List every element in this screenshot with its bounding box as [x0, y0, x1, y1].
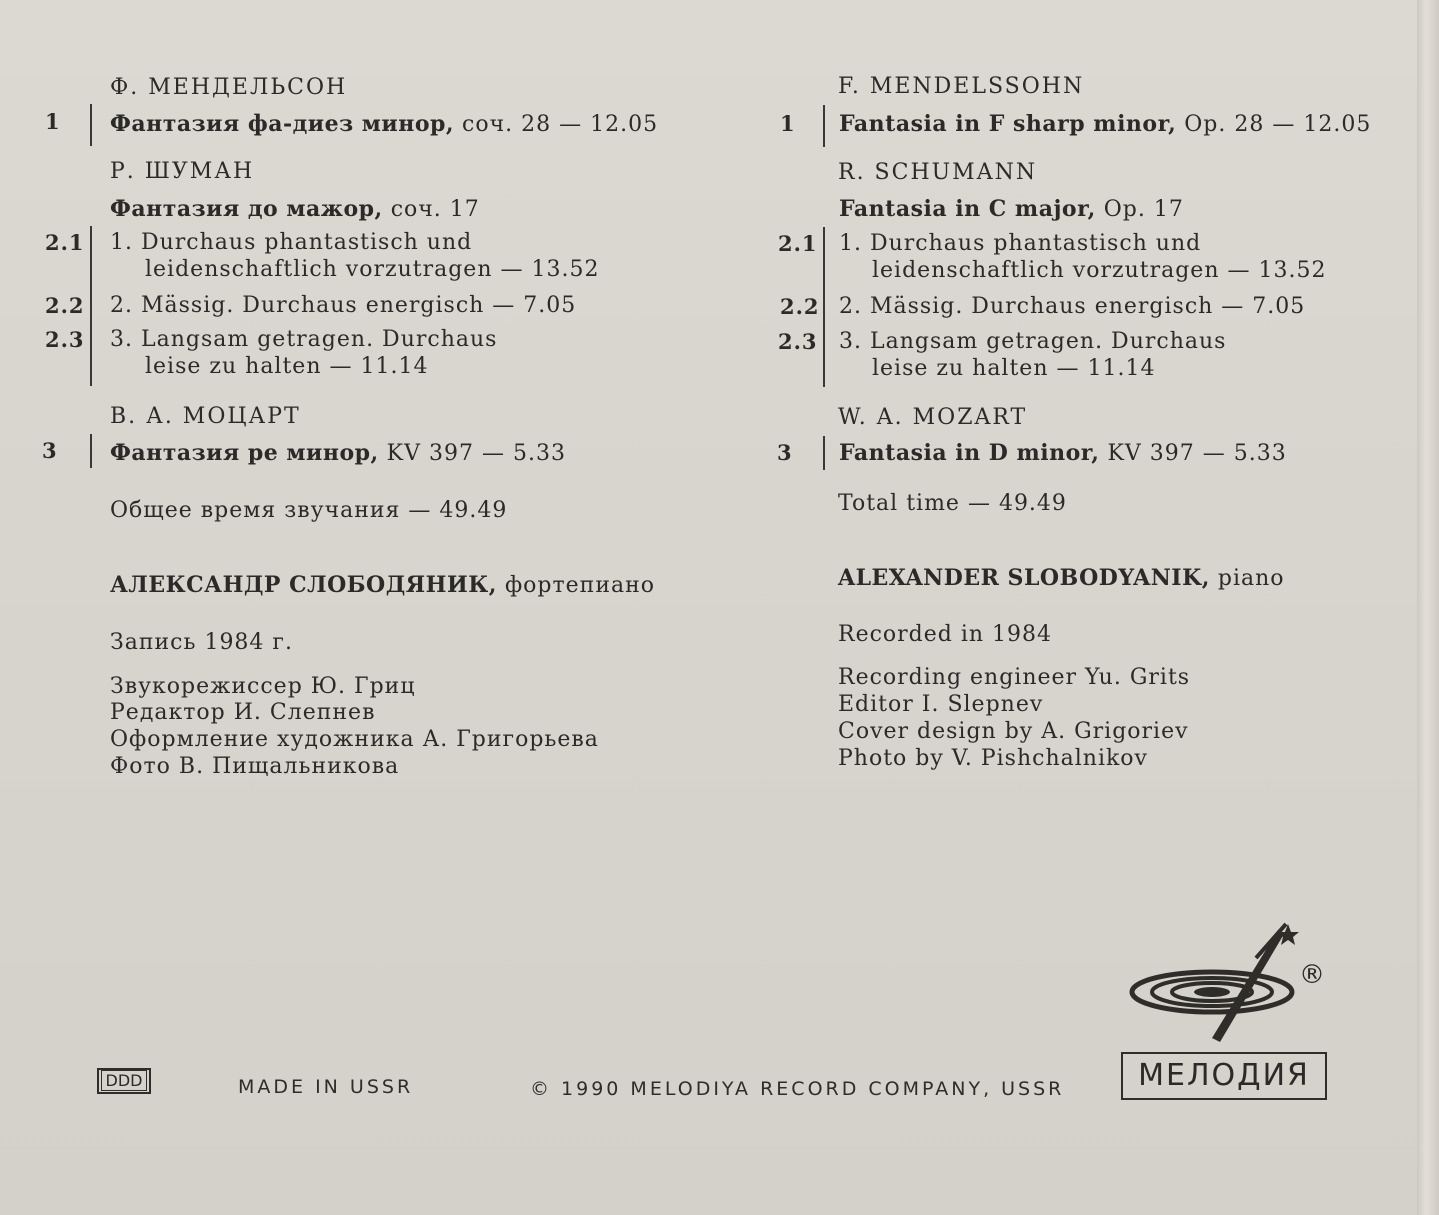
work-title: Fantasia in C major, Op. 17 [839, 196, 1184, 222]
track-bar [90, 226, 92, 386]
composer-heading: F. MENDELSSOHN [838, 74, 1085, 99]
jewel-case-edge [1417, 0, 1439, 1215]
track-bar [823, 436, 825, 470]
track-line: leidenschaftlich vorzutragen — 13.52 [145, 257, 600, 282]
melodiya-wordmark: МЕЛОДИЯ [1121, 1052, 1327, 1100]
composer-heading: R. SCHUMANN [838, 160, 1038, 185]
credit-line: Photo by V. Pishchalnikov [838, 746, 1148, 771]
artist-line: АЛЕКСАНДР СЛОБОДЯНИК, фортепиано [110, 572, 656, 598]
track-number: 2.3 [45, 327, 85, 352]
credit-line: Cover design by A. Grigoriev [838, 719, 1189, 744]
track-number: 2.1 [45, 230, 85, 255]
track-bar [823, 227, 825, 387]
track-number: 3 [42, 438, 58, 463]
track-line: 2. Mässig. Durchaus energisch — 7.05 [839, 294, 1306, 319]
work-title: Фантазия до мажор, соч. 17 [110, 196, 480, 222]
total-time: Total time — 49.49 [838, 491, 1067, 516]
track-line: Fantasia in F sharp minor, Op. 28 — 12.05 [839, 111, 1372, 137]
track-line: Фантазия ре минор, KV 397 — 5.33 [110, 440, 566, 466]
credit-line: Оформление художника А. Григорьева [110, 727, 599, 752]
track-line: 3. Langsam getragen. Durchaus [839, 329, 1227, 354]
track-number: 2.1 [778, 231, 818, 256]
track-line: 1. Durchaus phantastisch und [110, 230, 473, 255]
track-number: 2.3 [778, 329, 818, 354]
track-line: 2. Mässig. Durchaus energisch — 7.05 [110, 293, 577, 318]
made-in-label: MADE IN USSR [238, 1076, 414, 1098]
track-bar [90, 434, 92, 468]
composer-heading: W. A. MOZART [838, 405, 1028, 430]
track-line: Фантазия фа-диез минор, соч. 28 — 12.05 [110, 111, 659, 137]
ddd-badge: DDD [97, 1068, 151, 1094]
credit-line: Фото В. Пищальникова [110, 754, 400, 779]
track-bar [90, 104, 92, 146]
track-number: 2.2 [45, 293, 85, 318]
track-line: 3. Langsam getragen. Durchaus [110, 327, 498, 352]
composer-heading: Р. ШУМАН [110, 159, 255, 184]
credit-line: Editor I. Slepnev [838, 692, 1044, 717]
registered-mark: ® [1299, 960, 1326, 990]
composer-heading: Ф. МЕНДЕЛЬСОН [110, 75, 348, 100]
track-line: Fantasia in D minor, KV 397 — 5.33 [839, 440, 1287, 466]
composer-heading: В. А. МОЦАРТ [110, 404, 301, 429]
track-number: 2.2 [780, 294, 820, 319]
credit-line: Редактор И. Слепнев [110, 700, 376, 725]
recorded-year: Запись 1984 г. [110, 630, 293, 655]
track-bar [823, 105, 825, 147]
track-number: 1 [780, 111, 796, 136]
track-number: 3 [777, 440, 793, 465]
track-number: 1 [45, 109, 61, 134]
track-line: leise zu halten — 11.14 [145, 354, 429, 379]
melodiya-logo-icon [1128, 918, 1328, 1048]
credit-line: Звукорежиссер Ю. Гриц [110, 674, 416, 699]
track-line: 1. Durchaus phantastisch und [839, 231, 1202, 256]
credit-line: Recording engineer Yu. Grits [838, 665, 1191, 690]
artist-line: ALEXANDER SLOBODYANIK, piano [838, 565, 1285, 591]
recorded-year: Recorded in 1984 [838, 622, 1053, 647]
track-line: leise zu halten — 11.14 [872, 356, 1156, 381]
track-line: leidenschaftlich vorzutragen — 13.52 [872, 258, 1327, 283]
total-time: Общее время звучания — 49.49 [110, 498, 508, 523]
copyright-line: © 1990 MELODIYA RECORD COMPANY, USSR [530, 1078, 1065, 1100]
